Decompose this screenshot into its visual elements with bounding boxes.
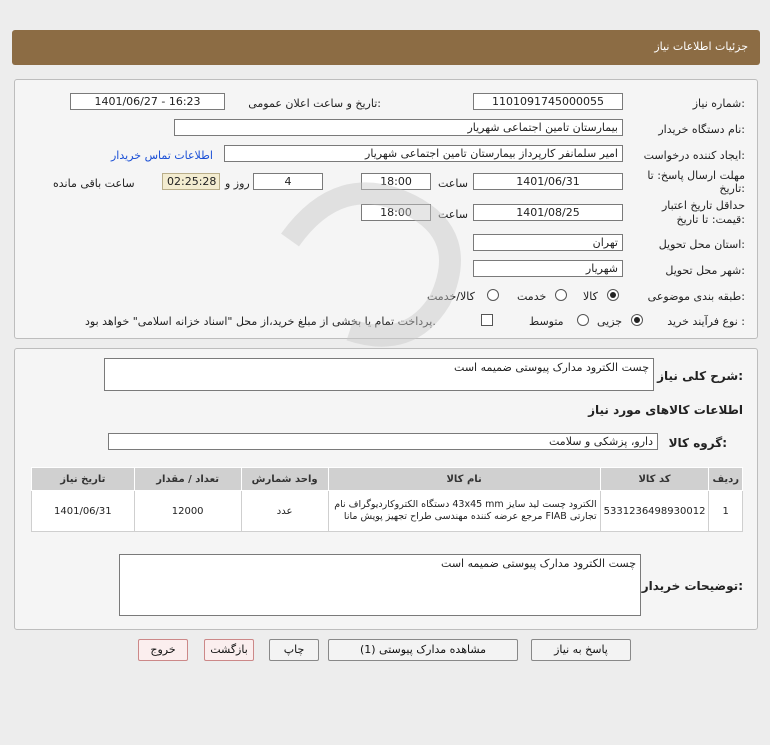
buyer-org-field: بیمارستان تامین اجتماعی شهریار	[174, 119, 623, 136]
category-radio-service[interactable]	[555, 289, 567, 301]
cell-row: 1	[709, 491, 743, 532]
remaining-time-field: 02:25:28	[162, 173, 220, 190]
col-date: تاریخ نیاز	[32, 468, 135, 491]
validity-time-label: ساعت	[438, 208, 468, 221]
validity-label-2: قیمت: تا تاریخ:	[676, 213, 745, 226]
deadline-date-field: 1401/06/31	[473, 173, 623, 190]
creator-label: ایجاد کننده درخواست:	[643, 149, 745, 162]
process-option-minor: جزیی	[597, 315, 623, 328]
category-label: طبقه بندی موضوعی:	[647, 290, 745, 303]
category-option-goods-service: کالا/خدمت	[427, 290, 475, 303]
remaining-label: ساعت باقی مانده	[53, 177, 135, 190]
items-section-title: اطلاعات کالاهای مورد نیاز	[588, 403, 743, 417]
table-header-row	[32, 468, 743, 491]
category-radio-goods[interactable]	[607, 289, 619, 301]
cell-code: 5331236498930012	[600, 491, 709, 532]
days-field: 4	[253, 173, 323, 190]
category-option-goods: کالا	[583, 290, 598, 303]
need-details-panel	[14, 348, 758, 630]
page-header	[12, 30, 760, 65]
view-attachments-button[interactable]: مشاهده مدارک پیوستی (1)	[328, 639, 518, 661]
treasury-payment-checkbox[interactable]	[481, 314, 493, 326]
deadline-label: مهلت ارسال پاسخ: تا	[647, 169, 745, 182]
goods-group-field: دارو، پزشکی و سلامت	[108, 433, 658, 450]
buyer-notes-label: توضیحات خریدار:	[641, 579, 743, 593]
items-table	[31, 467, 743, 532]
category-radio-goods-service[interactable]	[487, 289, 499, 301]
cell-name: الکترود چست لید سایز 43x45 mm دستگاه الکتروکاردیوگراف نام تجارتی FIAB مرجع عرضه کننده مهندسی طراح تجهیز پویش مانا	[328, 491, 600, 532]
treasury-payment-note: پرداخت تمام یا بخشی از مبلغ خرید،از محل "اسناد خزانه اسلامی" خواهد بود.	[85, 315, 436, 328]
buyer-notes-field: چست الکترود مدارک پیوستی ضمیمه است	[119, 554, 641, 616]
category-option-service: خدمت	[517, 290, 547, 303]
days-label: روز و	[225, 177, 250, 190]
process-option-medium: متوسط	[529, 315, 564, 328]
col-row: ردیف	[709, 468, 743, 491]
process-radio-minor[interactable]	[631, 314, 643, 326]
deadline-time-field: 18:00	[361, 173, 431, 190]
validity-date-field: 1401/08/25	[473, 204, 623, 221]
city-field: شهریار	[473, 260, 623, 277]
col-name: نام کالا	[328, 468, 600, 491]
validity-label: حداقل تاریخ اعتبار	[661, 199, 745, 212]
col-qty: تعداد / مقدار	[134, 468, 241, 491]
province-label: استان محل تحویل:	[658, 238, 745, 251]
cell-unit: عدد	[241, 491, 328, 532]
buyer-contact-link[interactable]: اطلاعات تماس خریدار	[111, 149, 213, 162]
table-row	[32, 491, 743, 532]
process-radio-medium[interactable]	[577, 314, 589, 326]
cell-qty: 12000	[134, 491, 241, 532]
goods-group-label: گروه کالا:	[668, 436, 727, 450]
creator-field: امیر سلمانفر کارپرداز بیمارستان تامین اجتماعی شهریار	[224, 145, 623, 162]
print-button[interactable]: چاپ	[269, 639, 319, 661]
buyer-org-label: نام دستگاه خریدار:	[658, 123, 745, 136]
general-desc-field: چست الکترود مدارک پیوستی ضمیمه است	[104, 358, 654, 391]
announce-datetime-label: تاریخ و ساعت اعلان عمومی:	[248, 97, 381, 110]
need-number-field: 1101091745000055	[473, 93, 623, 110]
need-number-label: شماره نیاز:	[692, 97, 745, 110]
validity-time-field: 18:00	[361, 204, 431, 221]
province-field: تهران	[473, 234, 623, 251]
process-label: نوع فرآیند خرید :	[667, 315, 745, 328]
deadline-label-2: تاریخ:	[719, 182, 745, 195]
cell-date: 1401/06/31	[32, 491, 135, 532]
general-desc-label: شرح کلی نیاز:	[657, 369, 743, 383]
exit-button[interactable]: خروج	[138, 639, 188, 661]
deadline-time-label: ساعت	[438, 177, 468, 190]
need-info-panel	[14, 79, 758, 339]
page-title: جزئیات اطلاعات نیاز	[654, 40, 748, 53]
col-unit: واحد شمارش	[241, 468, 328, 491]
back-button[interactable]: بازگشت	[204, 639, 254, 661]
city-label: شهر محل تحویل:	[665, 264, 745, 277]
reply-button[interactable]: پاسخ به نیاز	[531, 639, 631, 661]
col-code: کد کالا	[600, 468, 709, 491]
announce-datetime-field: 1401/06/27 - 16:23	[70, 93, 225, 110]
